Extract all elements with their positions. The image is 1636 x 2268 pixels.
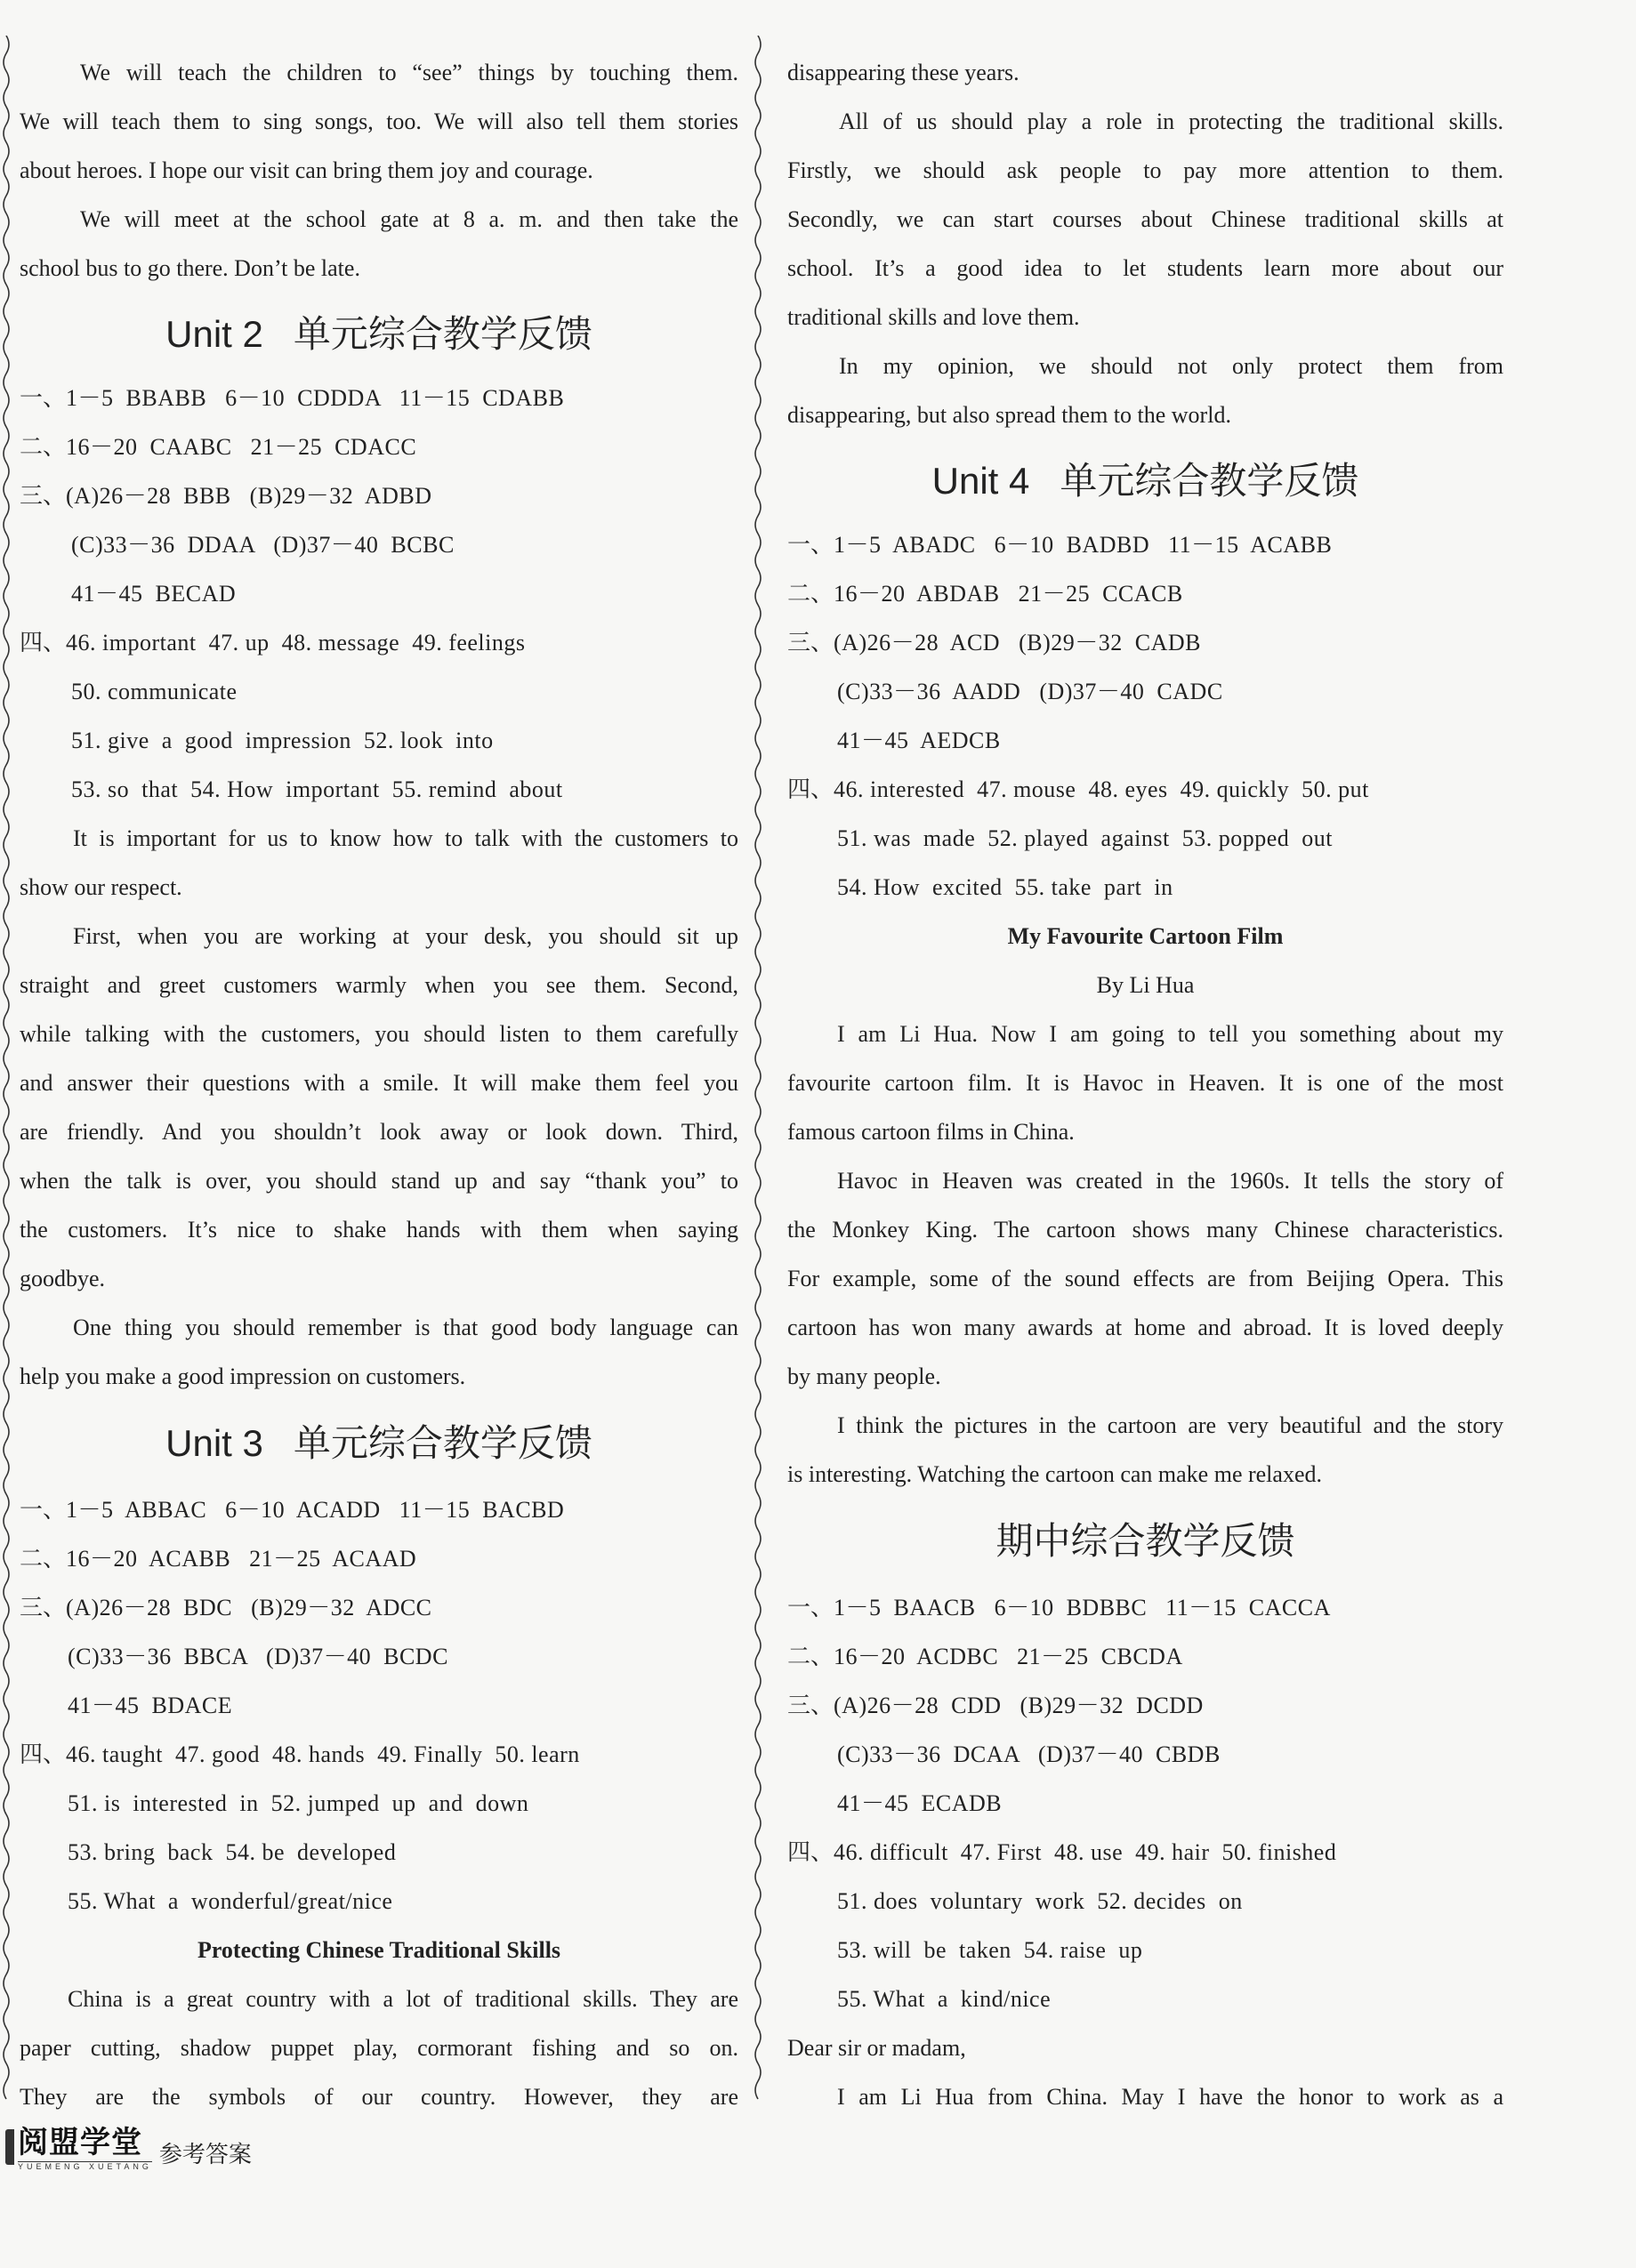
- answer-row: 55. What a kind/nice: [837, 1986, 1052, 2012]
- essay-line: One thing you should remember is that good body language can: [73, 1315, 738, 1340]
- unit4-title: Unit 4 单元综合教学反馈: [931, 460, 1359, 502]
- logo-subtitle: YUEMENG XUETANG: [18, 2162, 152, 2171]
- essay-line: traditional skills and love them.: [787, 304, 1080, 330]
- intro-line: school bus to go there. Don’t be late.: [20, 255, 360, 281]
- answer-row: 四、46. difficult 47. First 48. use 49. hair 50. finished: [787, 1839, 1337, 1866]
- answer-row: 一、1－5 ABADC 6－10 BADBD 11－15 ACABB: [787, 532, 1333, 559]
- intro-line: We will teach them to sing songs, too. We will also tell them stories: [20, 109, 738, 134]
- essay-line: China is a great country with a lot of traditional skills. They are: [68, 1986, 738, 2012]
- answer-row: 三、(A)26－28 CDD (B)29－32 DCDD: [787, 1693, 1204, 1719]
- letter-salutation: Dear sir or madam,: [787, 2035, 966, 2061]
- answer-row: (C)33－36 BBCA (D)37－40 BCDC: [68, 1644, 448, 1669]
- essay-line: are friendly. And you shouldn’t look away or look down. Third,: [20, 1119, 738, 1145]
- answer-row: 55. What a wonderful/great/nice: [68, 1888, 393, 1914]
- answer-row: 二、16－20 ABDAB 21－25 CCACB: [787, 581, 1183, 607]
- essay-line: when the talk is over, you should stand up and say “thank you” to: [20, 1168, 738, 1194]
- essay-line: Firstly, we should ask people to pay more attention to them.: [787, 157, 1503, 183]
- essay-line: famous cartoon films in China.: [787, 1119, 1075, 1145]
- answer-row: 一、1－5 BAACB 6－10 BDBBC 11－15 CACCA: [787, 1595, 1331, 1621]
- letter-line: I am Li Hua from China. May I have the honor to work as a: [837, 2084, 1503, 2110]
- answer-row: 50. communicate: [71, 679, 238, 704]
- footer: [5, 2126, 252, 2176]
- answer-row: 41－45 BECAD: [71, 581, 237, 607]
- answer-row: 一、1－5 BBABB 6－10 CDDDA 11－15 CDABB: [20, 385, 565, 412]
- unit3-essay-title: Protecting Chinese Traditional Skills: [197, 1937, 561, 1963]
- answer-row: 54. How excited 55. take part in: [837, 874, 1173, 900]
- column-divider-wavy-line: [752, 36, 764, 2108]
- unit2-title: Unit 2 单元综合教学反馈: [165, 313, 592, 355]
- unit3-title: Unit 3 单元综合教学反馈: [165, 1422, 592, 1464]
- essay-byline: By Li Hua: [1096, 972, 1195, 998]
- intro-line: We will teach the children to “see” things by touching them.: [80, 60, 738, 85]
- essay-line: All of us should play a role in protecting the traditional skills.: [839, 109, 1503, 134]
- essay-line: They are the symbols of our country. However, they are: [20, 2084, 738, 2110]
- essay-line: while talking with the customers, you should listen to them carefully: [20, 1021, 738, 1047]
- essay-line: show our respect.: [20, 874, 182, 900]
- logo-mark-icon: [5, 2129, 14, 2165]
- answer-row: 51. is interested in 52. jumped up and down: [68, 1790, 529, 1816]
- essay-line: cartoon has won many awards at home and abroad. It is loved deeply: [787, 1315, 1503, 1340]
- answer-row: 51. give a good impression 52. look into: [71, 728, 494, 753]
- essay-line: paper cutting, shadow puppet play, cormorant fishing and so on.: [20, 2035, 738, 2061]
- essay-line: goodbye.: [20, 1266, 106, 1291]
- answer-row: 41－45 ECADB: [837, 1790, 1003, 1816]
- essay-line: straight and greet customers warmly when you see them. Second,: [20, 972, 738, 998]
- answer-row: 二、16－20 ACDBC 21－25 CBCDA: [787, 1644, 1183, 1670]
- answer-row: 三、(A)26－28 BDC (B)29－32 ADCC: [20, 1595, 432, 1621]
- logo-text: 阅盟学堂: [18, 2125, 142, 2160]
- essay-line: favourite cartoon film. It is Havoc in Heaven. It is one of the most: [787, 1070, 1503, 1096]
- essay-line: I am Li Hua. Now I am going to tell you something about my: [837, 1021, 1503, 1047]
- essay-line: by many people.: [787, 1363, 941, 1389]
- answer-row: 三、(A)26－28 BBB (B)29－32 ADBD: [20, 483, 432, 510]
- answer-row: 51. was made 52. played against 53. popped out: [837, 825, 1333, 851]
- essay-line: the customers. It’s nice to shake hands with them when saying: [20, 1217, 738, 1243]
- answer-row: 41－45 AEDCB: [837, 728, 1001, 753]
- essay-line: Secondly, we can start courses about Chinese traditional skills at: [787, 206, 1503, 232]
- essay-line: disappearing these years.: [787, 60, 1019, 85]
- answer-row: 二、16－20 CAABC 21－25 CDACC: [20, 434, 417, 461]
- answer-row: 三、(A)26－28 ACD (B)29－32 CADB: [787, 630, 1201, 656]
- essay-line: school. It’s a good idea to let students learn more about our: [787, 255, 1503, 281]
- answer-row: (C)33－36 AADD (D)37－40 CADC: [837, 679, 1223, 704]
- essay-line: the Monkey King. The cartoon shows many Chinese characteristics.: [787, 1217, 1503, 1243]
- answer-row: (C)33－36 DDAA (D)37－40 BCBC: [71, 532, 455, 558]
- answer-row: 51. does voluntary work 52. decides on: [837, 1888, 1243, 1914]
- essay-line: For example, some of the sound effects are from Beijing Opera. This: [787, 1266, 1503, 1291]
- answer-row: 53. so that 54. How important 55. remind about: [71, 776, 563, 802]
- essay-line: help you make a good impression on customers.: [20, 1363, 466, 1389]
- left-margin-wavy-line: [0, 36, 12, 2108]
- essay-line: Havoc in Heaven was created in the 1960s. It tells the story of: [837, 1168, 1503, 1194]
- answer-row: (C)33－36 DCAA (D)37－40 CBDB: [837, 1741, 1221, 1767]
- answer-row: 四、46. taught 47. good 48. hands 49. Finally 50. learn: [20, 1741, 580, 1768]
- essay-line: and answer their questions with a smile. It will make them feel you: [20, 1070, 738, 1096]
- essay-line: disappearing, but also spread them to the world.: [787, 402, 1231, 428]
- midterm-title: 期中综合教学反馈: [995, 1520, 1295, 1562]
- intro-line: about heroes. I hope our visit can bring them joy and courage.: [20, 157, 593, 183]
- answer-row: 一、1－5 ABBAC 6－10 ACADD 11－15 BACBD: [20, 1497, 565, 1524]
- answer-row: 二、16－20 ACABB 21－25 ACAAD: [20, 1546, 417, 1572]
- essay-line: I think the pictures in the cartoon are very beautiful and the story: [837, 1412, 1503, 1438]
- answer-row: 53. bring back 54. be developed: [68, 1839, 397, 1865]
- answer-row: 53. will be taken 54. raise up: [837, 1937, 1143, 1963]
- footer-label: 参考答案: [158, 2142, 252, 2168]
- essay-line: In my opinion, we should not only protect them from: [839, 353, 1503, 379]
- essay-line: First, when you are working at your desk, you should sit up: [73, 923, 738, 949]
- logo: [18, 2126, 152, 2171]
- answer-row: 41－45 BDACE: [68, 1693, 233, 1718]
- intro-line: We will meet at the school gate at 8 a. m. and then take the: [80, 206, 738, 232]
- unit4-essay-title: My Favourite Cartoon Film: [1007, 923, 1284, 949]
- essay-line: It is important for us to know how to talk with the customers to: [73, 825, 738, 851]
- answer-row: 四、46. important 47. up 48. message 49. feelings: [20, 630, 526, 656]
- answer-row: 四、46. interested 47. mouse 48. eyes 49. quickly 50. put: [787, 776, 1369, 803]
- essay-line: is interesting. Watching the cartoon can make me relaxed.: [787, 1461, 1322, 1487]
